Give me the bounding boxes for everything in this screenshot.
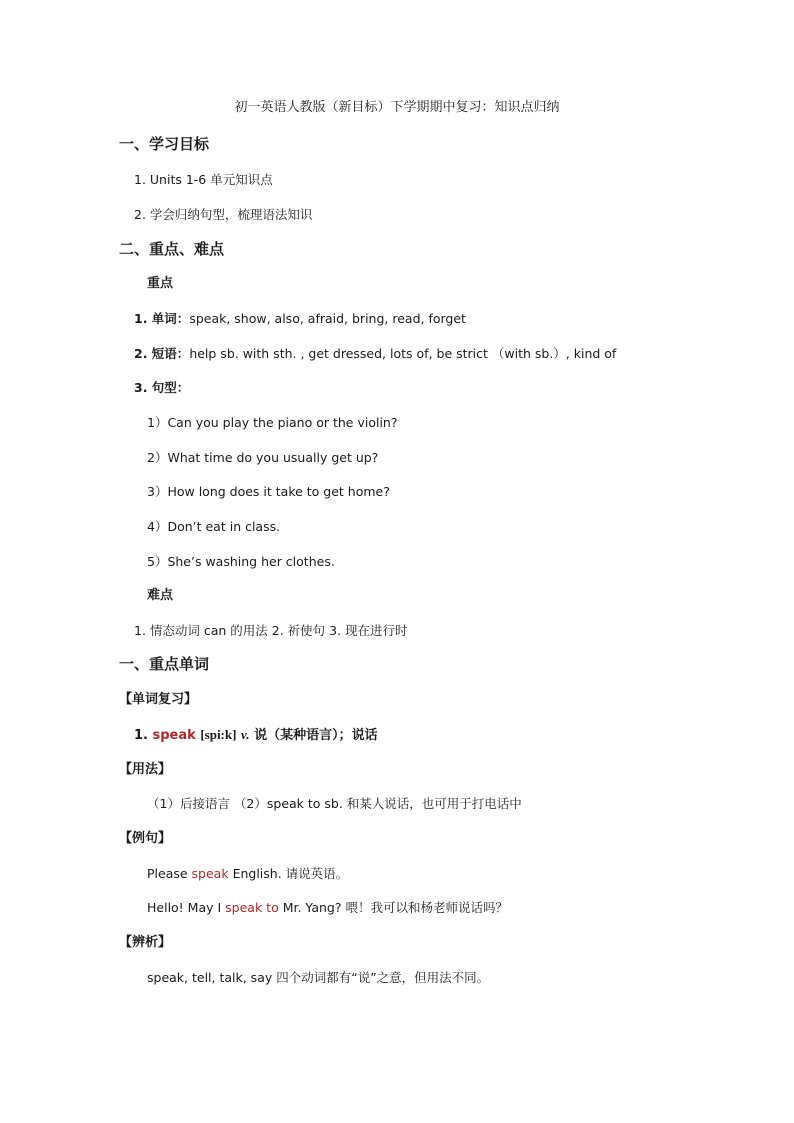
- example-sentence: [147, 900, 508, 916]
- phrases-label: 2. 短语：: [134, 346, 190, 361]
- goal-item: 1. Units 1-6 单元知识点: [134, 172, 273, 187]
- example-post: Mr. Yang? 喂！我可以和杨老师说话吗？: [278, 900, 508, 915]
- section-heading-key-words: 一、重点单词: [119, 655, 210, 673]
- phrases-line: [134, 346, 616, 362]
- words-line: [134, 311, 466, 327]
- entry-meaning: 说（某种语言）；说话: [254, 728, 378, 743]
- example-pre: Hello! May I: [147, 900, 226, 915]
- entry-pos: v.: [240, 727, 250, 742]
- example-sentence: [147, 866, 348, 882]
- analysis-text: speak, tell, talk, say 四个动词都有“说”之意，但用法不同。: [147, 970, 490, 985]
- usage-text: （1）后接语言 （2）speak to sb. 和某人说话，也可用于打电话中: [147, 796, 522, 811]
- example-pre: Please: [147, 866, 192, 881]
- entry-word: speak: [152, 728, 196, 743]
- difficult-heading: 难点: [147, 588, 174, 603]
- example-highlight: speak: [191, 866, 229, 881]
- difficult-text: 1. 情态动词 can 的用法 2. 祈使句 3. 现在进行时: [134, 623, 408, 638]
- goal-item: 2. 学会归纳句型，梳理语法知识: [134, 207, 313, 222]
- words-text: speak, show, also, afraid, bring, read, forget: [189, 311, 466, 326]
- pattern-item: 1）Can you play the piano or the violin?: [147, 415, 398, 430]
- review-label: 【单词复习】: [119, 692, 198, 707]
- key-heading: 重点: [147, 276, 174, 291]
- phrases-text: help sb. with sth. , get dressed, lots of, be strict （with sb.）, kind of: [189, 346, 617, 361]
- example-post: English. 请说英语。: [228, 866, 349, 881]
- pattern-item: 2）What time do you usually get up?: [147, 450, 379, 465]
- word-entry: [134, 727, 378, 744]
- pattern-item: 3）How long does it take to get home?: [147, 484, 390, 499]
- example-highlight: speak to: [225, 900, 279, 915]
- section-heading-key-points: 二、重点、难点: [119, 240, 225, 258]
- entry-number: 1.: [134, 728, 153, 743]
- words-label: 1. 单词：: [134, 311, 190, 326]
- pattern-item: 4）Don’t eat in class.: [147, 519, 281, 534]
- section-heading-goals: 一、学习目标: [119, 135, 210, 153]
- usage-label: 【用法】: [119, 762, 172, 777]
- pattern-item: 5）She’s washing her clothes.: [147, 554, 335, 569]
- example-label: 【例句】: [119, 831, 172, 846]
- analysis-label: 【辨析】: [119, 935, 172, 950]
- page-title: 初一英语人教版（新目标）下学期期中复习：知识点归纳: [234, 100, 560, 115]
- patterns-label: 3. 句型：: [134, 380, 190, 395]
- entry-phonetic: [spi:k]: [200, 727, 237, 742]
